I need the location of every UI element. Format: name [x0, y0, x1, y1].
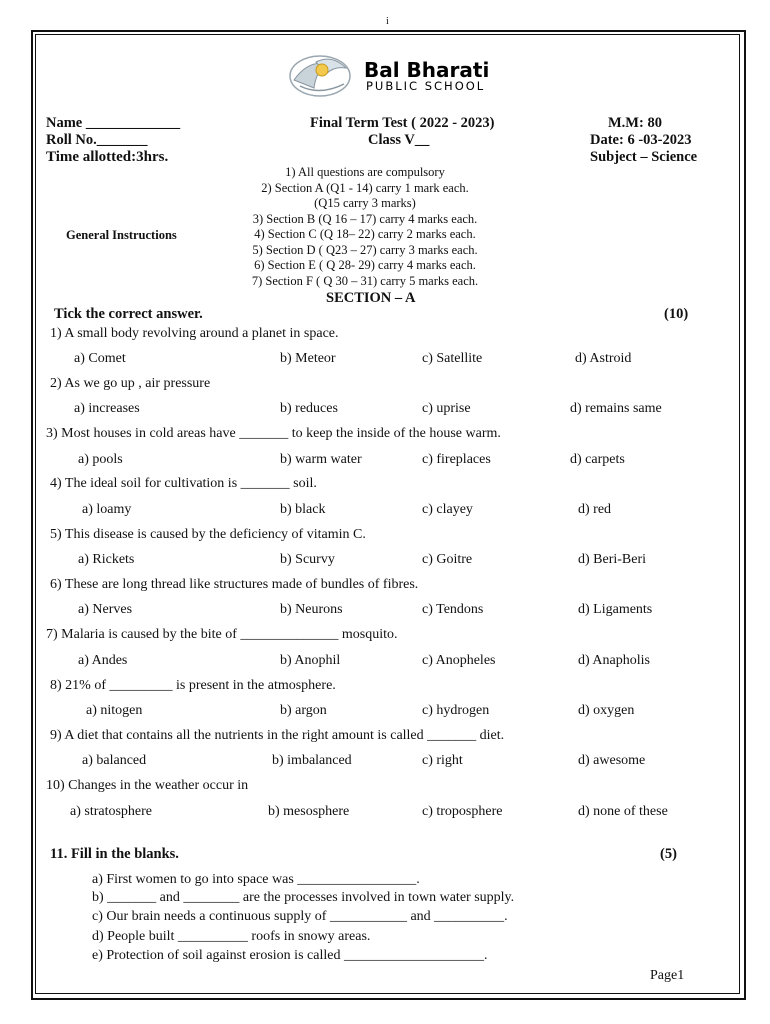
option-d: d) Beri-Beri — [578, 552, 647, 567]
top-mark: i — [386, 16, 389, 27]
option-a: a) increases — [74, 401, 140, 416]
school-subtitle: PUBLIC SCHOOL — [366, 79, 486, 93]
max-marks: M.M: 80 — [608, 115, 662, 131]
blank-item: d) People built __________ roofs in snowy areas. — [92, 929, 371, 944]
instruction-line: 4) Section C (Q 18– 22) carry 2 marks each. — [254, 227, 476, 241]
instruction-line: 2) Section A (Q1 - 14) carry 1 mark each. — [261, 180, 469, 195]
roll-field: Roll No._______ — [46, 132, 148, 148]
instruction-line: 7) Section F ( Q 30 – 31) carry 5 marks each. — [251, 273, 479, 288]
class-label: Class V__ — [368, 132, 430, 148]
option-a: a) Rickets — [78, 552, 135, 567]
question-3: 3) Most houses in cold areas have _______ to keep the inside of the house warm. — [46, 426, 501, 441]
option-a: a) loamy — [82, 502, 132, 517]
section-a-title: SECTION – A — [326, 290, 416, 306]
blank-item: e) Protection of soil against erosion is called ____________________. — [92, 948, 488, 963]
option-d: d) Astroid — [575, 351, 632, 366]
logo-emblem-icon — [290, 56, 350, 96]
instruction-line: 3) Section B (Q 16 – 17) carry 4 marks each. — [252, 211, 478, 226]
option-c: c) Tendons — [422, 602, 484, 617]
instructions-heading: General Instructions — [66, 228, 177, 242]
option-b: b) Anophil — [280, 653, 341, 668]
option-c: c) uprise — [422, 401, 471, 416]
option-a: a) pools — [78, 452, 123, 467]
option-a: a) balanced — [82, 753, 147, 768]
option-d: d) Ligaments — [578, 602, 653, 617]
test-date: Date: 6 -03-2023 — [590, 132, 692, 148]
instruction-line: (Q15 carry 3 marks) — [314, 196, 416, 210]
option-c: c) hydrogen — [422, 703, 490, 718]
option-b: b) Neurons — [280, 602, 343, 617]
instruction-line: 5) Section D ( Q23 – 27) carry 3 marks each. — [252, 242, 478, 257]
question-7: 7) Malaria is caused by the bite of ______________ mosquito. — [46, 627, 398, 642]
option-b: b) imbalanced — [272, 753, 352, 768]
tick-marks: (10) — [664, 306, 689, 322]
fill-blanks-heading: 11. Fill in the blanks. — [50, 846, 179, 862]
school-logo — [286, 50, 506, 102]
name-field: Name _____________ — [46, 115, 181, 131]
blank-item: c) Our brain needs a continuous supply of ___________ and __________. — [92, 909, 508, 924]
option-d: d) red — [578, 502, 612, 517]
option-d: d) Anapholis — [578, 653, 650, 668]
question-2: 2) As we go up , air pressure — [50, 376, 211, 391]
option-b: b) Meteor — [280, 351, 336, 366]
option-b: b) argon — [280, 703, 327, 718]
option-d: d) remains same — [570, 401, 662, 416]
option-b: b) Scurvy — [280, 552, 335, 567]
option-c: c) right — [422, 753, 463, 768]
page-number: Page1 — [650, 968, 685, 983]
option-b: b) black — [280, 502, 326, 517]
fill-blanks-marks: (5) — [660, 846, 677, 862]
option-d: d) carpets — [570, 452, 625, 467]
test-title: Final Term Test ( 2022 - 2023) — [310, 115, 495, 131]
option-a: a) stratosphere — [70, 804, 153, 819]
question-10: 10) Changes in the weather occur in — [46, 778, 249, 793]
school-name: Bal Bharati — [364, 58, 490, 82]
question-9: 9) A diet that contains all the nutrients in the right amount is called _______ diet. — [50, 728, 505, 743]
option-a: a) nitogen — [86, 703, 143, 718]
option-c: c) clayey — [422, 502, 473, 517]
blank-item: b) _______ and ________ are the processes involved in town water supply. — [92, 890, 515, 905]
option-a: a) Andes — [78, 653, 128, 668]
option-a: a) Nerves — [78, 602, 133, 617]
tick-heading: Tick the correct answer. — [54, 306, 203, 322]
instruction-line: 1) All questions are compulsory — [285, 165, 445, 179]
option-c: c) Satellite — [422, 351, 483, 366]
option-c: c) troposphere — [422, 804, 503, 819]
question-1: 1) A small body revolving around a planet in space. — [50, 326, 339, 341]
option-b: b) reduces — [280, 401, 338, 416]
option-b: b) mesosphere — [268, 804, 350, 819]
option-a: a) Comet — [74, 351, 126, 366]
time-allotted: Time allotted:3hrs. — [46, 149, 169, 165]
option-d: d) oxygen — [578, 703, 635, 718]
blank-item: a) First women to go into space was _________________. — [92, 872, 420, 887]
question-5: 5) This disease is caused by the deficiency of vitamin C. — [50, 527, 366, 542]
option-d: d) none of these — [578, 804, 668, 819]
option-c: c) Anopheles — [422, 653, 496, 668]
question-8: 8) 21% of _________ is present in the atmosphere. — [50, 678, 336, 693]
instruction-line: 6) Section E ( Q 28- 29) carry 4 marks each. — [254, 258, 476, 272]
question-6: 6) These are long thread like structures made of bundles of fibres. — [50, 577, 419, 592]
option-c: c) fireplaces — [422, 452, 491, 467]
option-c: c) Goitre — [422, 552, 473, 567]
question-4: 4) The ideal soil for cultivation is _______ soil. — [50, 476, 317, 491]
option-d: d) awesome — [578, 753, 646, 768]
subject: Subject – Science — [590, 149, 698, 165]
option-b: b) warm water — [280, 452, 362, 467]
